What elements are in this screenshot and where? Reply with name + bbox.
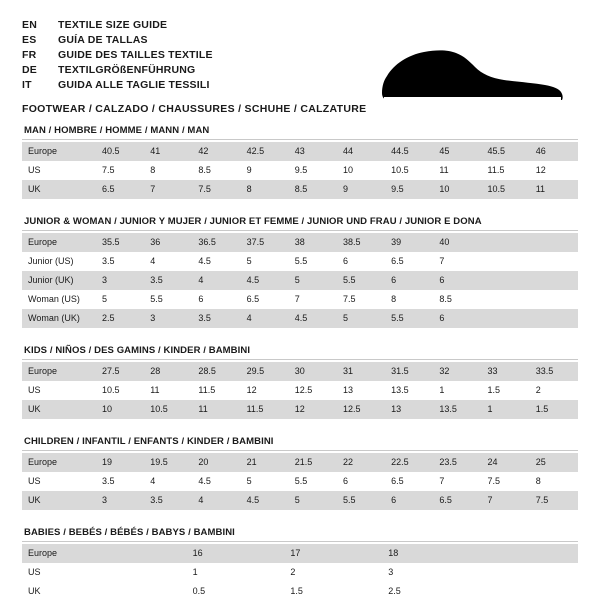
size-cell: 41 (144, 142, 192, 161)
size-cell: 4.5 (192, 472, 240, 491)
size-cell: 6 (192, 290, 240, 309)
divider (22, 450, 578, 451)
size-cell: 5 (96, 290, 144, 309)
table-row (22, 563, 578, 582)
size-cell: 24 (482, 453, 530, 472)
size-cell: 12 (289, 400, 337, 419)
size-cell: 4.5 (192, 252, 240, 271)
size-cell: 33 (482, 362, 530, 381)
size-cell: 5 (289, 491, 337, 510)
size-table (22, 142, 578, 199)
size-cell: 6.5 (385, 252, 433, 271)
size-cell: 21.5 (289, 453, 337, 472)
size-cell: 4 (192, 271, 240, 290)
row-label: Europe (22, 453, 96, 472)
language-title-list (22, 18, 213, 93)
table-row (22, 472, 578, 491)
row-label: US (22, 472, 96, 491)
size-cell: 31 (337, 362, 385, 381)
row-label: UK (22, 180, 96, 199)
size-cell: 18 (382, 544, 480, 563)
language-title: GUÍA DE TALLAS (58, 34, 148, 46)
size-cell: 10 (96, 400, 144, 419)
size-cell (482, 233, 530, 252)
size-cell: 1.5 (284, 582, 382, 601)
size-cell (530, 252, 578, 271)
size-cell: 1.5 (530, 400, 578, 419)
size-table (22, 453, 578, 510)
row-label: UK (22, 582, 187, 601)
size-cell (530, 290, 578, 309)
table-row (22, 290, 578, 309)
size-cell: 6 (337, 252, 385, 271)
size-cell: 12.5 (289, 381, 337, 400)
size-cell: 7.5 (337, 290, 385, 309)
size-cell: 8 (241, 180, 289, 199)
size-cell: 30 (289, 362, 337, 381)
size-cell: 10 (433, 180, 481, 199)
size-cell: 4.5 (289, 309, 337, 328)
size-cell: 5 (241, 472, 289, 491)
size-cell: 6 (337, 472, 385, 491)
size-cell: 10 (337, 161, 385, 180)
divider (22, 139, 578, 140)
size-cell: 13.5 (385, 381, 433, 400)
size-cell: 20 (192, 453, 240, 472)
language-row (22, 63, 213, 78)
size-cell-empty (480, 544, 578, 563)
size-cell: 6 (433, 271, 481, 290)
size-cell: 5 (241, 252, 289, 271)
divider (22, 359, 578, 360)
size-cell: 9 (241, 161, 289, 180)
size-group-babies (22, 527, 578, 601)
size-cell: 11.5 (241, 400, 289, 419)
size-cell: 3 (144, 309, 192, 328)
size-cell: 43 (289, 142, 337, 161)
size-cell: 3 (96, 271, 144, 290)
size-cell: 7.5 (96, 161, 144, 180)
language-title: TEXTILGRÖßENFÜHRUNG (58, 64, 196, 76)
divider (22, 541, 578, 542)
size-cell: 2.5 (382, 582, 480, 601)
size-cell: 44.5 (385, 142, 433, 161)
size-cell: 19 (96, 453, 144, 472)
size-cell: 6.5 (241, 290, 289, 309)
size-cell: 3.5 (96, 472, 144, 491)
size-cell: 7 (482, 491, 530, 510)
size-group-kids (22, 345, 578, 419)
size-cell (482, 290, 530, 309)
size-cell: 7.5 (530, 491, 578, 510)
table-row (22, 309, 578, 328)
size-cell: 10.5 (96, 381, 144, 400)
size-cell: 3.5 (144, 491, 192, 510)
row-label: Europe (22, 233, 96, 252)
size-cell: 3 (382, 563, 480, 582)
size-cell: 10.5 (144, 400, 192, 419)
size-cell: 13 (385, 400, 433, 419)
language-code: DE (22, 64, 37, 76)
size-cell: 35.5 (96, 233, 144, 252)
size-cell: 5.5 (289, 252, 337, 271)
size-cell: 1 (482, 400, 530, 419)
size-cell (482, 252, 530, 271)
table-row (22, 180, 578, 199)
size-cell: 38.5 (337, 233, 385, 252)
size-cell: 1 (433, 381, 481, 400)
language-title: TEXTILE SIZE GUIDE (58, 19, 168, 31)
language-row (22, 18, 213, 33)
row-label: Europe (22, 142, 96, 161)
size-group-junior-woman (22, 216, 578, 328)
table-row (22, 453, 578, 472)
table-row (22, 400, 578, 419)
row-label: US (22, 161, 96, 180)
size-table (22, 233, 578, 328)
size-cell (530, 309, 578, 328)
size-cell-empty (480, 563, 578, 582)
size-cell: 11 (530, 180, 578, 199)
size-cell: 6.5 (96, 180, 144, 199)
group-title: JUNIOR & WOMAN / JUNIOR Y MUJER / JUNIOR ET FEMME / JUNIOR UND FRAU / JUNIOR E DONA (24, 216, 482, 227)
group-title: BABIES / BEBÉS / BÉBÉS / BABYS / BAMBINI (24, 527, 235, 538)
size-cell: 12 (530, 161, 578, 180)
size-cell: 11 (433, 161, 481, 180)
size-cell: 3 (96, 491, 144, 510)
row-label: Europe (22, 362, 96, 381)
size-cell: 19.5 (144, 453, 192, 472)
row-label: Woman (US) (22, 290, 96, 309)
size-table (22, 362, 578, 419)
size-cell: 4 (241, 309, 289, 328)
size-cell: 3.5 (144, 271, 192, 290)
size-cell (482, 309, 530, 328)
size-cell: 4.5 (241, 271, 289, 290)
size-cell: 6 (385, 271, 433, 290)
size-cell: 9.5 (385, 180, 433, 199)
size-cell: 25 (530, 453, 578, 472)
table-row (22, 544, 578, 563)
size-cell: 33.5 (530, 362, 578, 381)
size-cell: 6 (433, 309, 481, 328)
row-label: Woman (UK) (22, 309, 96, 328)
size-cell: 8 (530, 472, 578, 491)
row-label: Junior (UK) (22, 271, 96, 290)
table-row (22, 271, 578, 290)
row-label: UK (22, 400, 96, 419)
size-cell: 16 (187, 544, 285, 563)
language-row (22, 33, 213, 48)
size-cell: 12 (241, 381, 289, 400)
size-cell: 32 (433, 362, 481, 381)
size-cell: 8.5 (433, 290, 481, 309)
size-cell: 10.5 (385, 161, 433, 180)
table-row (22, 491, 578, 510)
size-cell: 5 (337, 309, 385, 328)
size-cell: 8.5 (192, 161, 240, 180)
table-row (22, 362, 578, 381)
language-code: IT (22, 79, 32, 91)
size-cell: 8 (144, 161, 192, 180)
size-cell: 3.5 (192, 309, 240, 328)
size-cell: 23.5 (433, 453, 481, 472)
size-cell: 9 (337, 180, 385, 199)
size-cell: 1 (187, 563, 285, 582)
group-title: CHILDREN / INFANTIL / ENFANTS / KINDER / BAMBINI (24, 436, 274, 447)
size-cell: 8.5 (289, 180, 337, 199)
size-group-children (22, 436, 578, 510)
size-cell: 4 (144, 252, 192, 271)
size-cell: 4 (144, 472, 192, 491)
footwear-section-title: FOOTWEAR / CALZADO / CHAUSSURES / SCHUHE / CALZATURE (22, 103, 367, 115)
dress-shoe-icon (378, 40, 568, 108)
language-code: ES (22, 34, 37, 46)
size-cell: 7.5 (192, 180, 240, 199)
size-cell: 11.5 (192, 381, 240, 400)
size-cell: 6 (385, 491, 433, 510)
language-title: GUIDA ALLE TAGLIE TESSILI (58, 79, 210, 91)
size-cell: 39 (385, 233, 433, 252)
size-cell: 5.5 (337, 491, 385, 510)
size-cell: 10.5 (482, 180, 530, 199)
size-cell: 36.5 (192, 233, 240, 252)
size-cell: 27.5 (96, 362, 144, 381)
language-code: EN (22, 19, 37, 31)
size-cell: 7 (144, 180, 192, 199)
size-cell: 5 (289, 271, 337, 290)
size-cell: 2 (530, 381, 578, 400)
size-cell: 28 (144, 362, 192, 381)
language-row (22, 78, 213, 93)
size-cell: 6.5 (385, 472, 433, 491)
size-table (22, 544, 578, 601)
size-cell: 11 (144, 381, 192, 400)
size-cell: 13 (337, 381, 385, 400)
language-title: GUIDE DES TAILLES TEXTILE (58, 49, 213, 61)
size-cell: 17 (284, 544, 382, 563)
page-header (22, 18, 578, 115)
size-cell-empty (480, 582, 578, 601)
size-cell: 22.5 (385, 453, 433, 472)
table-row (22, 381, 578, 400)
size-cell: 2 (284, 563, 382, 582)
size-cell: 6.5 (433, 491, 481, 510)
size-cell: 8 (385, 290, 433, 309)
size-cell: 7.5 (482, 472, 530, 491)
group-title: KIDS / NIÑOS / DES GAMINS / KINDER / BAMBINI (24, 345, 251, 356)
size-cell: 7 (289, 290, 337, 309)
table-row (22, 582, 578, 601)
size-cell: 28.5 (192, 362, 240, 381)
size-cell: 36 (144, 233, 192, 252)
size-cell: 5.5 (337, 271, 385, 290)
size-cell: 4 (192, 491, 240, 510)
group-title: MAN / HOMBRE / HOMME / MANN / MAN (24, 125, 210, 136)
language-row (22, 48, 213, 63)
size-cell (482, 271, 530, 290)
size-cell: 42.5 (241, 142, 289, 161)
row-label: Europe (22, 544, 187, 563)
size-cell: 11 (192, 400, 240, 419)
table-row (22, 252, 578, 271)
size-cell: 4.5 (241, 491, 289, 510)
size-cell: 44 (337, 142, 385, 161)
size-cell: 3.5 (96, 252, 144, 271)
size-cell: 40 (433, 233, 481, 252)
size-cell: 45.5 (482, 142, 530, 161)
row-label: US (22, 563, 187, 582)
size-cell: 7 (433, 252, 481, 271)
table-row (22, 233, 578, 252)
size-cell (530, 271, 578, 290)
size-cell: 11.5 (482, 161, 530, 180)
size-cell: 2.5 (96, 309, 144, 328)
size-cell: 7 (433, 472, 481, 491)
size-cell: 12.5 (337, 400, 385, 419)
size-cell: 40.5 (96, 142, 144, 161)
size-cell: 37.5 (241, 233, 289, 252)
size-cell: 1.5 (482, 381, 530, 400)
row-label: US (22, 381, 96, 400)
size-cell: 45 (433, 142, 481, 161)
size-cell: 42 (192, 142, 240, 161)
size-cell: 5.5 (144, 290, 192, 309)
table-row (22, 161, 578, 180)
language-code: FR (22, 49, 37, 61)
size-cell: 0.5 (187, 582, 285, 601)
size-cell: 29.5 (241, 362, 289, 381)
table-row (22, 142, 578, 161)
size-cell: 21 (241, 453, 289, 472)
divider (22, 230, 578, 231)
row-label: UK (22, 491, 96, 510)
size-cell: 22 (337, 453, 385, 472)
size-cell: 5.5 (289, 472, 337, 491)
size-cell: 38 (289, 233, 337, 252)
size-group-man (22, 125, 578, 199)
size-cell: 13.5 (433, 400, 481, 419)
row-label: Junior (US) (22, 252, 96, 271)
size-cell: 31.5 (385, 362, 433, 381)
size-cell: 9.5 (289, 161, 337, 180)
size-cell (530, 233, 578, 252)
size-cell: 5.5 (385, 309, 433, 328)
size-cell: 46 (530, 142, 578, 161)
